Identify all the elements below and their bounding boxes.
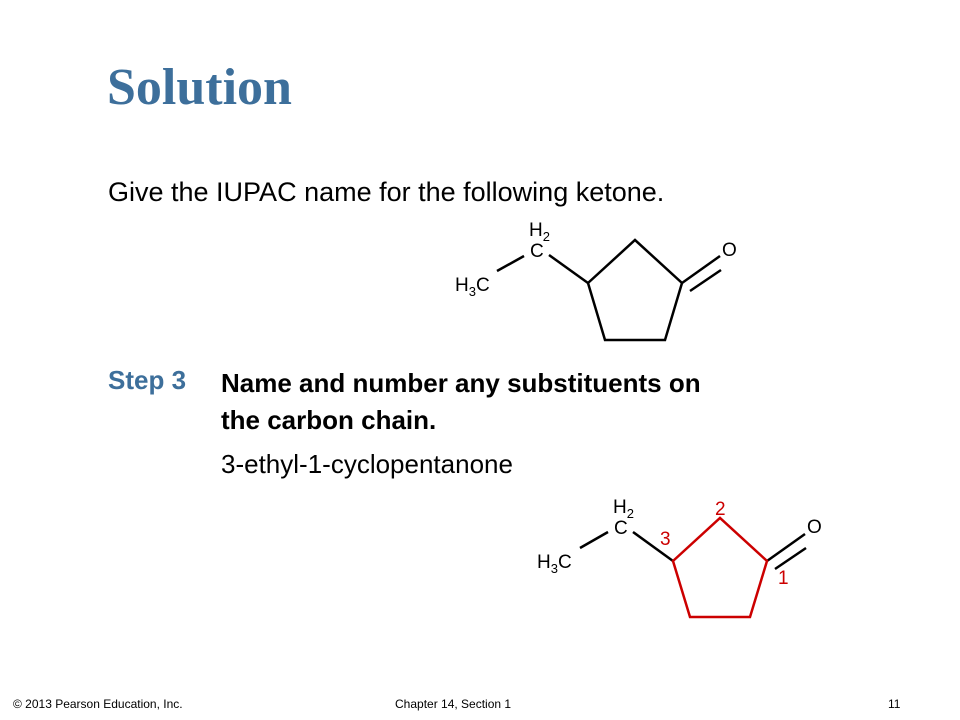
answer-text: 3-ethyl-1-cyclopentanone [221, 449, 513, 479]
slide-title: Solution [107, 59, 292, 116]
bottom-ring-highlight [673, 518, 767, 617]
molecule-bottom [537, 497, 822, 617]
ch2-label: $H_2$ [529, 220, 550, 244]
footer-copyright: © 2013 Pearson Education, Inc. [13, 697, 183, 711]
footer-page-number: 11 [888, 697, 901, 711]
ring-number-3: 3 [660, 529, 671, 550]
ch3-label: $H_3C$ [455, 275, 490, 299]
step-line-2: the carbon chain. [221, 405, 437, 435]
oxygen-label: O [807, 517, 822, 538]
ch2-label: $H_2$ [613, 497, 634, 521]
ch2-carbon-label: C [530, 241, 544, 262]
ring-number-1: 1 [778, 568, 789, 589]
step-line-1: Name and number any substituents on [221, 368, 701, 398]
footer-chapter: Chapter 14, Section 1 [395, 697, 512, 711]
ch2-carbon-label: C [614, 518, 628, 539]
step-instruction [221, 365, 821, 439]
molecule-top [455, 220, 737, 340]
ring-number-2: 2 [715, 499, 726, 520]
ch3-label: $H_3C$ [537, 552, 572, 576]
step-label: Step 3 [108, 365, 187, 395]
oxygen-label: O [722, 240, 737, 261]
question-prompt: Give the IUPAC name for the following ketone. [108, 177, 665, 207]
